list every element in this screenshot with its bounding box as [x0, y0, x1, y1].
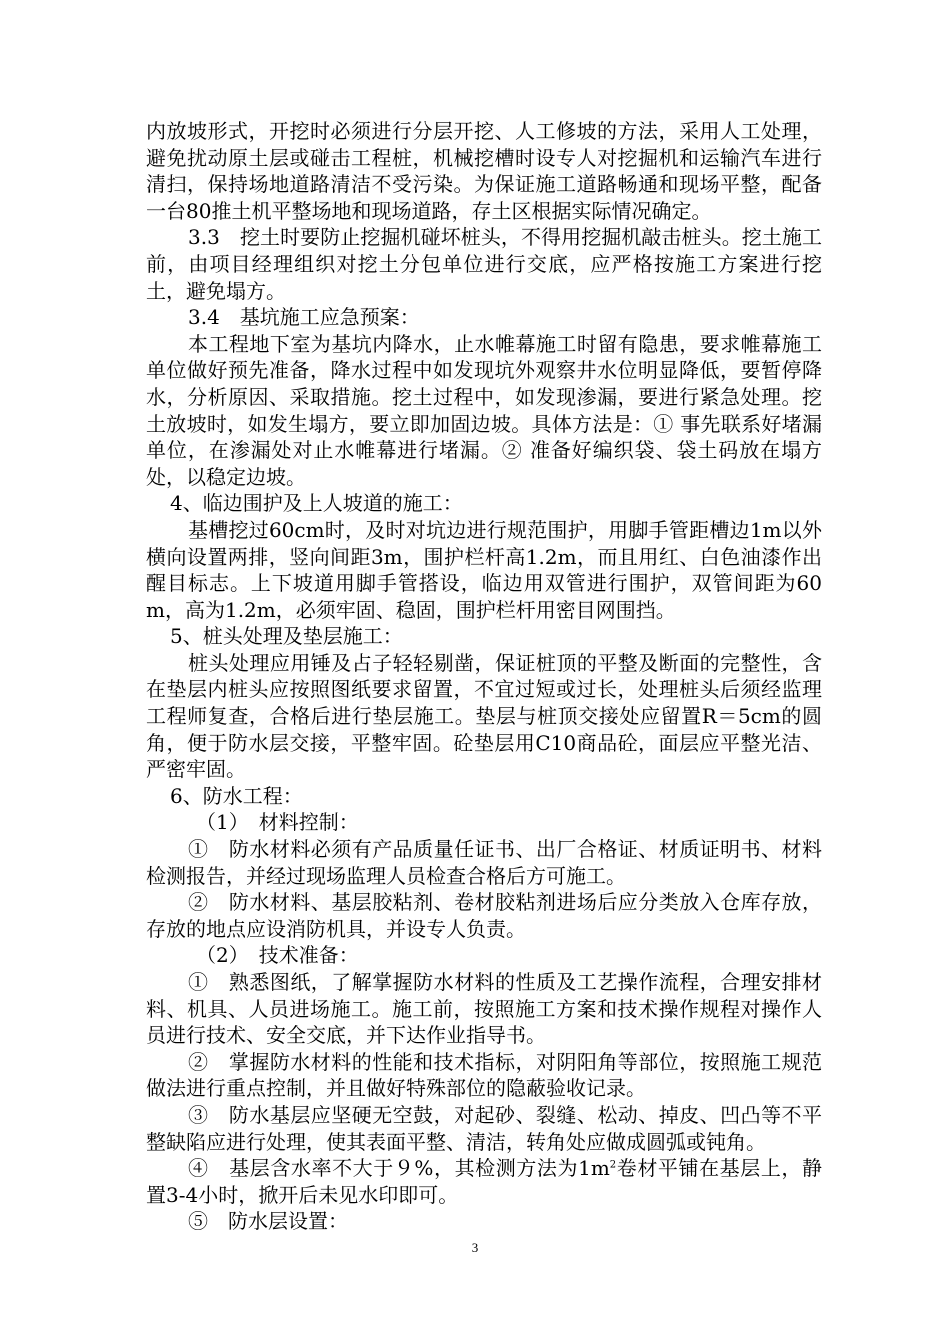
heading-section-6: 6、防水工程：	[170, 783, 303, 808]
square-meter-superscript: 2	[609, 1159, 617, 1171]
paragraph-tech-4-part-b: 卷材平铺在基层上，静置3-4小时，掀开后未见水印即可。	[146, 1156, 822, 1207]
heading-section-5: 5、桩头处理及垫层施工：	[170, 624, 403, 649]
paragraph-pile-head: 桩头处理应用锤及占子轻轻剔凿，保证桩顶的平整及断面的完整性，含在垫层内桩头应按照图纸要求留置，不宜过短或过长，处理桩头后须经监理工程师复查，合格后进行垫层施工。垫层与桩顶交接处应留置R＝5cm的圆角，便于防水层交接，平整牢固。砼垫层用C10商品砼，面层应平整光洁、严密牢固。	[146, 650, 822, 782]
paragraph-slope-excavation: 内放坡形式，开挖时必须进行分层开挖、人工修坡的方法，采用人工处理，避免扰动原土层或碰击工程桩，机械挖槽时设专人对挖掘机和运输汽车进行清扫，保持场地道路清洁不受污染。为保证施工道路畅通和现场平整，配备一台80推土机平整场地和现场道路，存土区根据实际情况确定。	[146, 119, 822, 223]
document-body	[146, 118, 822, 1235]
paragraph-material-1: ① 防水材料必须有产品质量任证书、出厂合格证、材质证明书、材料检测报告，并经过现场监理人员检查合格后方可施工。	[146, 837, 822, 888]
paragraph-tech-3: ③ 防水基层应坚硬无空鼓，对起砂、裂缝、松动、掉皮、凹凸等不平整缺陷应进行处理，使其表面平整、清洁，转角处应做成圆弧或钝角。	[146, 1102, 822, 1154]
paragraph-edge-protection: 基槽挖过60cm时，及时对坑边进行规范围护，用脚手管距槽边1m以外横向设置两排，竖向间距3m，围护栏杆高1.2m，而且用红、白色油漆作出醒目标志。上下坡道用脚手管搭设，临边用双管进行围护，双管间距为60m，高为1.2m，必须牢固、稳固，围护栏杆用密目网围挡。	[146, 517, 822, 622]
paragraph-tech-5: ⑤ 防水层设置：	[188, 1209, 348, 1234]
page-number: 3	[471, 1240, 479, 1255]
paragraph-tech-2: ② 掌握防水材料的性能和技术指标，对阴阳角等部位，按照施工规范做法进行重点控制，并且做好特殊部位的隐蔽验收记录。	[146, 1049, 822, 1101]
heading-3-4: 3.4 基坑施工应急预案：	[188, 305, 420, 330]
heading-section-4: 4、临边围护及上人坡道的施工：	[170, 491, 463, 516]
paragraph-material-2: ② 防水材料、基层胶粘剂、卷材胶粘剂进场后应分类放入仓库存放，存放的地点应设消防机具，并设专人负责。	[146, 890, 822, 941]
heading-technical-prep: （2） 技术准备：	[196, 943, 359, 968]
paragraph-emergency-plan: 本工程地下室为基坑内降水，止水帷幕施工时留有隐患，要求帷幕施工单位做好预先准备，降水过程中如发现坑外观察井水位明显降低，要暂停降水，分析原因、采取措施。挖土过程中，如发现渗漏，要进行紧急处理。挖土放坡时，如发生塌方，要立即加固边坡。具体方法是：① 事先联系好堵漏单位，在渗漏处对止水帷幕进行堵漏。② 准备好编织袋、袋土码放在塌方处，以稳定边坡。	[146, 331, 822, 489]
paragraph-tech-4	[146, 1155, 822, 1208]
heading-material-control: （1） 材料控制：	[196, 810, 359, 835]
paragraph-tech-4-part-a: ④ 基层含水率不大于９%，其检测方法为1m	[188, 1156, 610, 1181]
paragraph-3-3: 3.3 挖土时要防止挖掘机碰坏桩头，不得用挖掘机敲击桩头。挖土施工前，由项目经理组织对挖土分包单位进行交底，应严格按施工方案进行挖土，避免塌方。	[146, 225, 822, 303]
paragraph-tech-1: ① 熟悉图纸，了解掌握防水材料的性质及工艺操作流程，合理安排材料、机具、人员进场施工。施工前，按照施工方案和技术操作规程对操作人员进行技术、安全交底，并下达作业指导书。	[146, 970, 822, 1048]
